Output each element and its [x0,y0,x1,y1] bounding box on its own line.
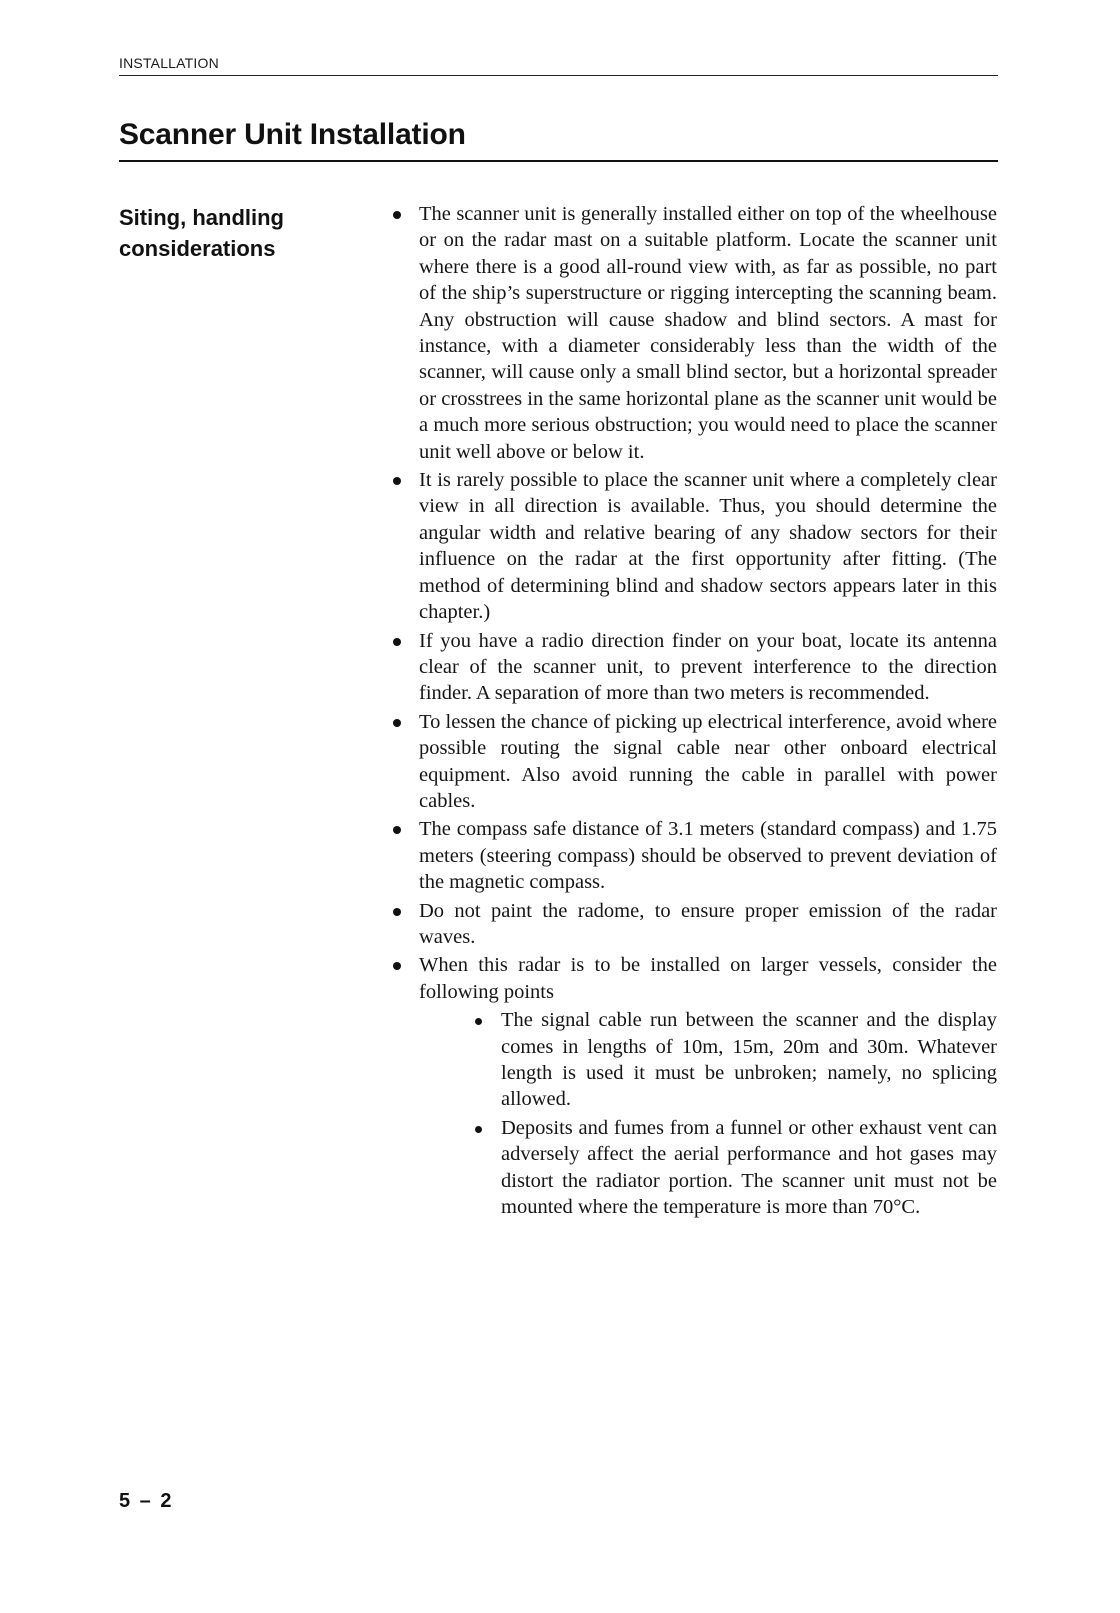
bullet-item: It is rarely possible to place the scanner unit where a completely clear view in all direction is available. Thus, you should determine the angular width and relative bearing of any shadow sectors for their influence on the radar at the first opportunity after fitting. (The method of determining blind and shadow sectors appears later in this chapter.) [392,467,997,625]
title-rule [119,160,998,162]
bullet-list [392,201,997,1220]
sub-bullet-item: The signal cable run between the scanner and the display comes in lengths of 10m, 15m, 20m and 30m. Whatever length is used it must be unbroken; namely, no splicing allowed. [474,1007,997,1113]
page-number: 5 – 2 [119,1490,174,1512]
bullet-item: If you have a radio direction finder on your boat, locate its antenna clear of the scanner unit, to prevent interference to the direction finder. A separation of more than two meters is recommended. [392,628,997,707]
bullet-item-larger-vessels [392,952,997,1220]
bullet-item: Do not paint the radome, to ensure proper emission of the radar waves. [392,898,997,951]
bullet-item: The scanner unit is generally installed either on top of the wheelhouse or on the radar mast on a suitable platform. Locate the scanner unit where there is a good all-round view with, as far as possible, no part of the ship’s superstructure or rigging intercepting the scanning beam. Any obstruction will cause shadow and blind sectors. A mast for instance, with a diameter considerably less than the width of the scanner, will cause only a small blind sector, but a horizontal spreader or crosstrees in the same horizontal plane as the scanner unit would be a much more serious obstruction; you would need to place the scanner unit well above or below it. [392,201,997,465]
larger-vessels-intro: When this radar is to be installed on larger vessels, consider the following points [419,954,997,1003]
body-column [392,201,997,1222]
sub-bullet-list [419,1007,997,1220]
sub-bullet-item: Deposits and fumes from a funnel or other exhaust vent can adversely affect the aerial performance and hot gases may distort the radiator portion. The scanner unit must not be mounted where the temperature is more than 70°C. [474,1115,997,1221]
side-heading: Siting, handling considerations [119,205,284,261]
bullet-item: To lessen the chance of picking up electrical interference, avoid where possible routing the signal cable near other onboard electrical equipment. Also avoid running the cable in parallel with power cables. [392,709,997,815]
bullet-item: The compass safe distance of 3.1 meters (standard compass) and 1.75 meters (steering compass) should be observed to prevent deviation of the magnetic compass. [392,816,997,895]
page-title: Scanner Unit Installation [119,118,466,151]
running-head: INSTALLATION [119,55,219,71]
header-rule [119,75,998,76]
